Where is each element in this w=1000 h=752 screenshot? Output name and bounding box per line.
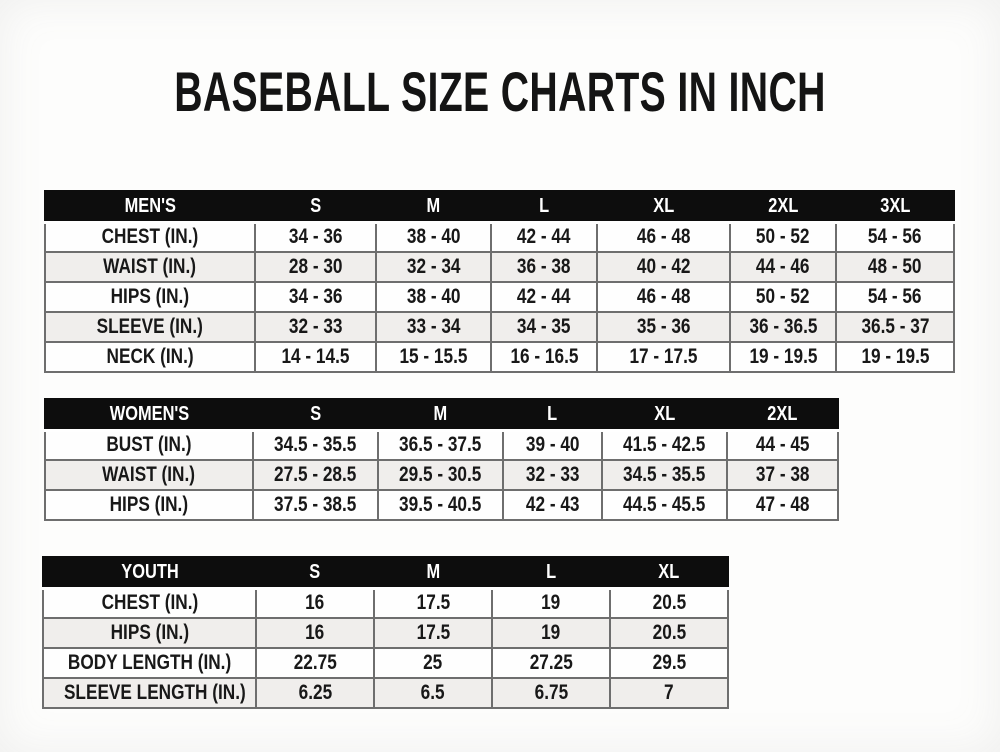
table-row [45, 252, 954, 282]
measurement-label: BODY LENGTH (IN.) [67, 651, 232, 674]
size-value-cell [491, 312, 597, 342]
size-value-cell [253, 430, 378, 460]
size-value: 44 - 46 [756, 255, 810, 278]
size-value: 38 - 40 [406, 285, 461, 308]
table-row [45, 282, 954, 312]
size-value-cell [503, 490, 602, 520]
size-value: 28 - 30 [288, 255, 343, 278]
size-value: 35 - 36 [636, 315, 691, 338]
size-value-cell [597, 252, 730, 282]
measurement-label-cell [45, 342, 255, 372]
size-value-cell [597, 312, 730, 342]
size-value: 33 - 34 [406, 315, 461, 338]
size-value-cell [374, 588, 492, 618]
measurement-label: WAIST (IN.) [103, 255, 197, 278]
size-value-cell [253, 460, 378, 490]
size-column-label: S [310, 194, 321, 217]
size-column-label: XL [654, 402, 675, 425]
size-value-cell [836, 222, 954, 252]
measurement-label-cell [45, 312, 255, 342]
size-value-cell [836, 252, 954, 282]
size-column-label: 2XL [767, 194, 799, 217]
size-value: 50 - 52 [756, 285, 810, 308]
size-column-label: XL [653, 194, 674, 217]
page-title: BASEBALL SIZE CHARTS IN INCH [174, 60, 826, 123]
table-title-label: WOMEN'S [109, 402, 189, 425]
size-column-label: M [433, 402, 448, 425]
size-value-cell [491, 222, 597, 252]
size-value: 29.5 [652, 651, 686, 674]
size-value: 19 [541, 591, 561, 615]
size-value: 42 - 43 [525, 493, 580, 516]
size-value-cell [610, 618, 728, 648]
size-column-label: L [538, 194, 550, 217]
measurement-label-cell [45, 490, 253, 520]
size-value: 34.5 - 35.5 [274, 433, 357, 457]
size-value: 44.5 - 45.5 [623, 493, 706, 516]
table-row [45, 460, 838, 490]
table-row [43, 588, 728, 618]
size-value: 32 - 34 [406, 255, 461, 278]
size-value: 19 [541, 621, 561, 644]
size-value-cell [255, 342, 376, 372]
womens-size-table [44, 398, 839, 521]
table-row [45, 312, 954, 342]
size-value-cell [256, 618, 374, 648]
size-value: 39.5 - 40.5 [399, 493, 482, 516]
size-value-cell [253, 490, 378, 520]
size-value: 16 [305, 591, 325, 615]
size-value: 32 - 33 [525, 463, 580, 486]
measurement-label: CHEST (IN.) [101, 591, 198, 615]
measurement-label: HIPS (IN.) [110, 621, 189, 644]
measurement-label: WAIST (IN.) [102, 463, 196, 486]
measurement-label-cell [43, 678, 256, 708]
size-value: 48 - 50 [868, 255, 922, 278]
size-value: 54 - 56 [868, 285, 922, 308]
table-row [45, 490, 838, 520]
measurement-label: HIPS (IN.) [109, 493, 189, 516]
size-value-cell [730, 342, 836, 372]
size-column-header [597, 191, 730, 222]
size-value-cell [378, 490, 503, 520]
size-value-cell [255, 252, 376, 282]
size-value-cell [730, 282, 836, 312]
size-column-label: S [310, 402, 321, 425]
size-value-cell [374, 618, 492, 648]
size-value-cell [730, 252, 836, 282]
size-value-cell [374, 678, 492, 708]
size-value: 36 - 36.5 [749, 315, 817, 338]
size-value: 44 - 45 [755, 433, 810, 457]
size-value: 29.5 - 30.5 [399, 463, 482, 486]
size-column-header [602, 399, 727, 430]
measurement-label-cell [45, 282, 255, 312]
size-value: 6.5 [421, 681, 445, 704]
size-value: 41.5 - 42.5 [623, 433, 706, 457]
table-row [45, 342, 954, 372]
size-column-header [730, 191, 836, 222]
size-column-label: 2XL [767, 402, 798, 425]
size-value: 46 - 48 [636, 285, 691, 308]
measurement-label: HIPS (IN.) [110, 285, 190, 308]
size-value: 20.5 [652, 621, 686, 644]
size-value: 16 [305, 621, 325, 644]
measurement-label: SLEEVE LENGTH (IN.) [63, 681, 246, 704]
size-value-cell [491, 252, 597, 282]
size-column-label: 3XL [879, 194, 911, 217]
size-value-cell [376, 282, 491, 312]
size-value-cell [597, 342, 730, 372]
size-value: 6.25 [298, 681, 332, 704]
size-value: 17.5 [416, 591, 450, 615]
size-value: 34 - 36 [288, 285, 343, 308]
table-row [45, 222, 954, 252]
size-value-cell [730, 312, 836, 342]
size-value-cell [727, 490, 838, 520]
size-column-label: M [426, 194, 441, 217]
size-column-label: S [309, 560, 321, 583]
measurement-label-cell [43, 588, 256, 618]
size-column-header [374, 557, 492, 588]
size-column-header [256, 557, 374, 588]
size-value: 17 - 17.5 [629, 345, 698, 368]
size-value: 36 - 38 [517, 255, 571, 278]
size-value-cell [730, 222, 836, 252]
size-value: 42 - 44 [517, 285, 571, 308]
youth-size-table [42, 556, 729, 709]
table-row [43, 648, 728, 678]
size-column-header [491, 191, 597, 222]
size-value: 40 - 42 [636, 255, 691, 278]
size-value-cell [602, 460, 727, 490]
size-value: 32 - 33 [288, 315, 343, 338]
size-value-cell [376, 312, 491, 342]
size-value-cell [491, 342, 597, 372]
size-column-header [255, 191, 376, 222]
size-value-cell [836, 312, 954, 342]
measurement-label: CHEST (IN.) [101, 225, 199, 249]
size-value: 27.25 [529, 651, 573, 674]
table-row [43, 618, 728, 648]
size-value-cell [376, 342, 491, 372]
size-value: 47 - 48 [755, 493, 810, 516]
size-value: 7 [664, 681, 674, 704]
size-value: 34 - 36 [288, 225, 343, 249]
measurement-label-cell [45, 460, 253, 490]
mens-header-row [45, 191, 954, 222]
size-value-cell [374, 648, 492, 678]
size-value-cell [610, 588, 728, 618]
youth-table-title-cell [43, 557, 256, 588]
size-value: 27.5 - 28.5 [274, 463, 357, 486]
size-value: 25 [423, 651, 443, 674]
size-column-header [503, 399, 602, 430]
size-value: 38 - 40 [406, 225, 461, 249]
size-value: 34 - 35 [517, 315, 571, 338]
size-column-label: L [545, 560, 557, 583]
size-column-header [378, 399, 503, 430]
size-column-header [376, 191, 491, 222]
size-value-cell [492, 618, 610, 648]
size-value: 39 - 40 [525, 433, 580, 457]
size-value-cell [256, 588, 374, 618]
womens-header-row [45, 399, 838, 430]
mens-size-table [44, 190, 955, 373]
size-column-header [492, 557, 610, 588]
size-value-cell [491, 282, 597, 312]
size-column-header [610, 557, 728, 588]
size-value: 19 - 19.5 [861, 345, 929, 368]
size-value-cell [602, 430, 727, 460]
size-value: 6.75 [534, 681, 568, 704]
mens-table-title-cell [45, 191, 255, 222]
table-title-label: YOUTH [120, 560, 179, 583]
size-value-cell [836, 282, 954, 312]
size-value-cell [610, 648, 728, 678]
size-value-cell [602, 490, 727, 520]
measurement-label-cell [45, 252, 255, 282]
size-column-label: M [426, 560, 440, 583]
youth-header-row [43, 557, 728, 588]
size-value-cell [255, 222, 376, 252]
size-value: 17.5 [416, 621, 450, 644]
size-value: 36.5 - 37 [861, 315, 929, 338]
size-value-cell [492, 678, 610, 708]
size-value: 54 - 56 [868, 225, 922, 249]
size-value: 15 - 15.5 [399, 345, 468, 368]
measurement-label-cell [43, 618, 256, 648]
size-value: 16 - 16.5 [510, 345, 578, 368]
size-value-cell [255, 312, 376, 342]
size-value: 19 - 19.5 [749, 345, 817, 368]
measurement-label: NECK (IN.) [106, 345, 194, 368]
size-value: 46 - 48 [636, 225, 691, 249]
size-column-header [836, 191, 954, 222]
size-column-header [253, 399, 378, 430]
size-value-cell [256, 678, 374, 708]
size-value-cell [492, 648, 610, 678]
size-value-cell [597, 222, 730, 252]
size-value: 37.5 - 38.5 [274, 493, 357, 516]
size-value-cell [256, 648, 374, 678]
size-column-label: XL [658, 560, 680, 583]
size-value-cell [503, 430, 602, 460]
size-value-cell [836, 342, 954, 372]
size-value-cell [503, 460, 602, 490]
size-value-cell [610, 678, 728, 708]
size-value: 14 - 14.5 [281, 345, 350, 368]
size-value-cell [492, 588, 610, 618]
size-value: 37 - 38 [755, 463, 810, 486]
table-row [43, 678, 728, 708]
size-column-header [727, 399, 838, 430]
measurement-label: BUST (IN.) [106, 433, 192, 457]
size-value-cell [378, 460, 503, 490]
size-value-cell [376, 222, 491, 252]
size-value: 20.5 [652, 591, 686, 615]
measurement-label-cell [45, 222, 255, 252]
size-column-label: L [547, 402, 558, 425]
womens-table-title-cell [45, 399, 253, 430]
size-value: 34.5 - 35.5 [623, 463, 706, 486]
size-value: 50 - 52 [756, 225, 810, 249]
measurement-label-cell [43, 648, 256, 678]
size-value-cell [727, 460, 838, 490]
size-value-cell [597, 282, 730, 312]
size-value-cell [378, 430, 503, 460]
size-value-cell [376, 252, 491, 282]
table-row [45, 430, 838, 460]
measurement-label-cell [45, 430, 253, 460]
measurement-label: SLEEVE (IN.) [96, 315, 204, 338]
table-title-label: MEN'S [124, 194, 176, 217]
size-value-cell [255, 282, 376, 312]
size-value-cell [727, 430, 838, 460]
size-value: 22.75 [293, 651, 337, 674]
size-value: 42 - 44 [517, 225, 571, 249]
size-value: 36.5 - 37.5 [399, 433, 482, 457]
